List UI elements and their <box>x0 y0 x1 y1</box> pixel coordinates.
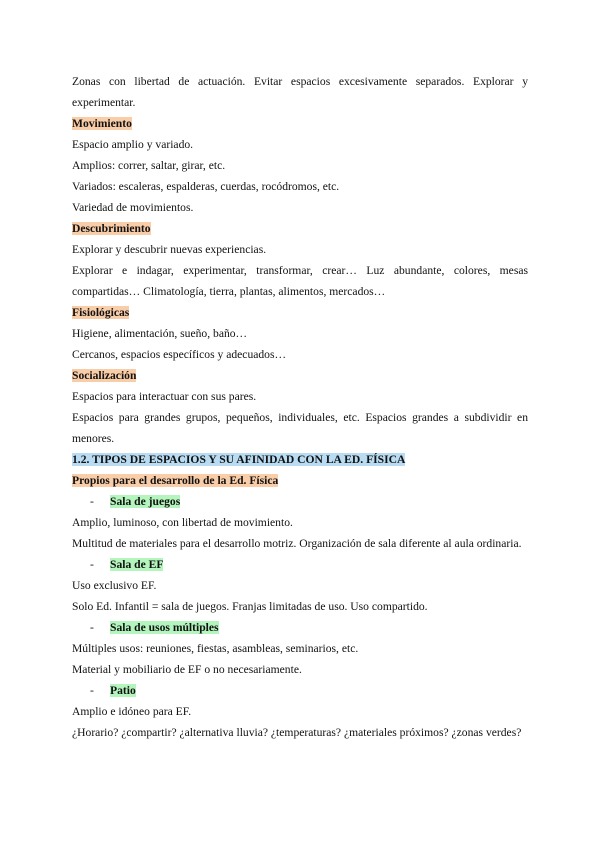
paragraph: Zonas con libertad de actuación. Evitar espacios excesivamente separados. Explorar y experimentar. <box>72 75 528 109</box>
paragraph: Amplios: correr, saltar, girar, etc. <box>72 159 226 172</box>
bullet-dash: - <box>90 495 94 508</box>
heading-descubrimiento <box>72 218 528 239</box>
bullet-dash: - <box>90 621 94 634</box>
paragraph: Variados: escaleras, espalderas, cuerdas, rocódromos, etc. <box>72 180 340 193</box>
subheading-propios <box>72 470 528 491</box>
heading-socializacion <box>72 365 528 386</box>
heading-label: Socialización <box>72 369 137 382</box>
list-item-label: Sala de EF <box>110 558 164 571</box>
paragraph: Multitud de materiales para el desarrollo motriz. Organización de sala diferente al aula ordinaria. <box>72 537 522 550</box>
paragraph: Espacios para grandes grupos, pequeños, individuales, etc. Espacios grandes a subdividir en menores. <box>72 411 528 445</box>
paragraph: Uso exclusivo EF. <box>72 579 157 592</box>
heading-movimiento <box>72 113 528 134</box>
section-heading-label: 1.2. TIPOS DE ESPACIOS Y SU AFINIDAD CON LA ED. FÍSICA <box>72 453 406 466</box>
list-item-sala-usos-multiples <box>72 617 528 638</box>
section-heading <box>72 449 528 470</box>
paragraph: Higiene, alimentación, sueño, baño… <box>72 327 248 340</box>
bullet-dash: - <box>90 684 94 697</box>
paragraph: Cercanos, espacios específicos y adecuados… <box>72 348 287 361</box>
paragraph: Espacios para interactuar con sus pares. <box>72 390 257 403</box>
paragraph: Múltiples usos: reuniones, fiestas, asambleas, seminarios, etc. <box>72 642 359 655</box>
list-item-sala-ef <box>72 554 528 575</box>
paragraph: Variedad de movimientos. <box>72 201 194 214</box>
paragraph: Amplio, luminoso, con libertad de movimiento. <box>72 516 293 529</box>
bullet-dash: - <box>90 558 94 571</box>
heading-label: Fisiológicas <box>72 306 130 319</box>
heading-label: Movimiento <box>72 117 132 130</box>
subheading-label: Propios para el desarrollo de la Ed. Física <box>72 474 279 487</box>
paragraph: Espacio amplio y variado. <box>72 138 194 151</box>
paragraph: Solo Ed. Infantil = sala de juegos. Franjas limitadas de uso. Uso compartido. <box>72 600 428 613</box>
list-item-label: Sala de usos múltiples <box>110 621 219 634</box>
paragraph: Amplio e idóneo para EF. <box>72 705 192 718</box>
paragraph: Material y mobiliario de EF o no necesariamente. <box>72 663 302 676</box>
list-item-label: Sala de juegos <box>110 495 181 508</box>
heading-label: Descubrimiento <box>72 222 151 235</box>
document-body <box>72 71 528 743</box>
paragraph: ¿Horario? ¿compartir? ¿alternativa lluvia? ¿temperaturas? ¿materiales próximos? ¿zonas verdes? <box>72 726 522 739</box>
paragraph: Explorar e indagar, experimentar, transformar, crear… Luz abundante, colores, mesas compartidas… Climatología, tierra, plantas, alimentos, mercados… <box>72 264 528 298</box>
paragraph: Explorar y descubrir nuevas experiencias. <box>72 243 267 256</box>
list-item-patio <box>72 680 528 701</box>
list-item-label: Patio <box>110 684 136 697</box>
list-item-sala-juegos <box>72 491 528 512</box>
heading-fisiologicas <box>72 302 528 323</box>
